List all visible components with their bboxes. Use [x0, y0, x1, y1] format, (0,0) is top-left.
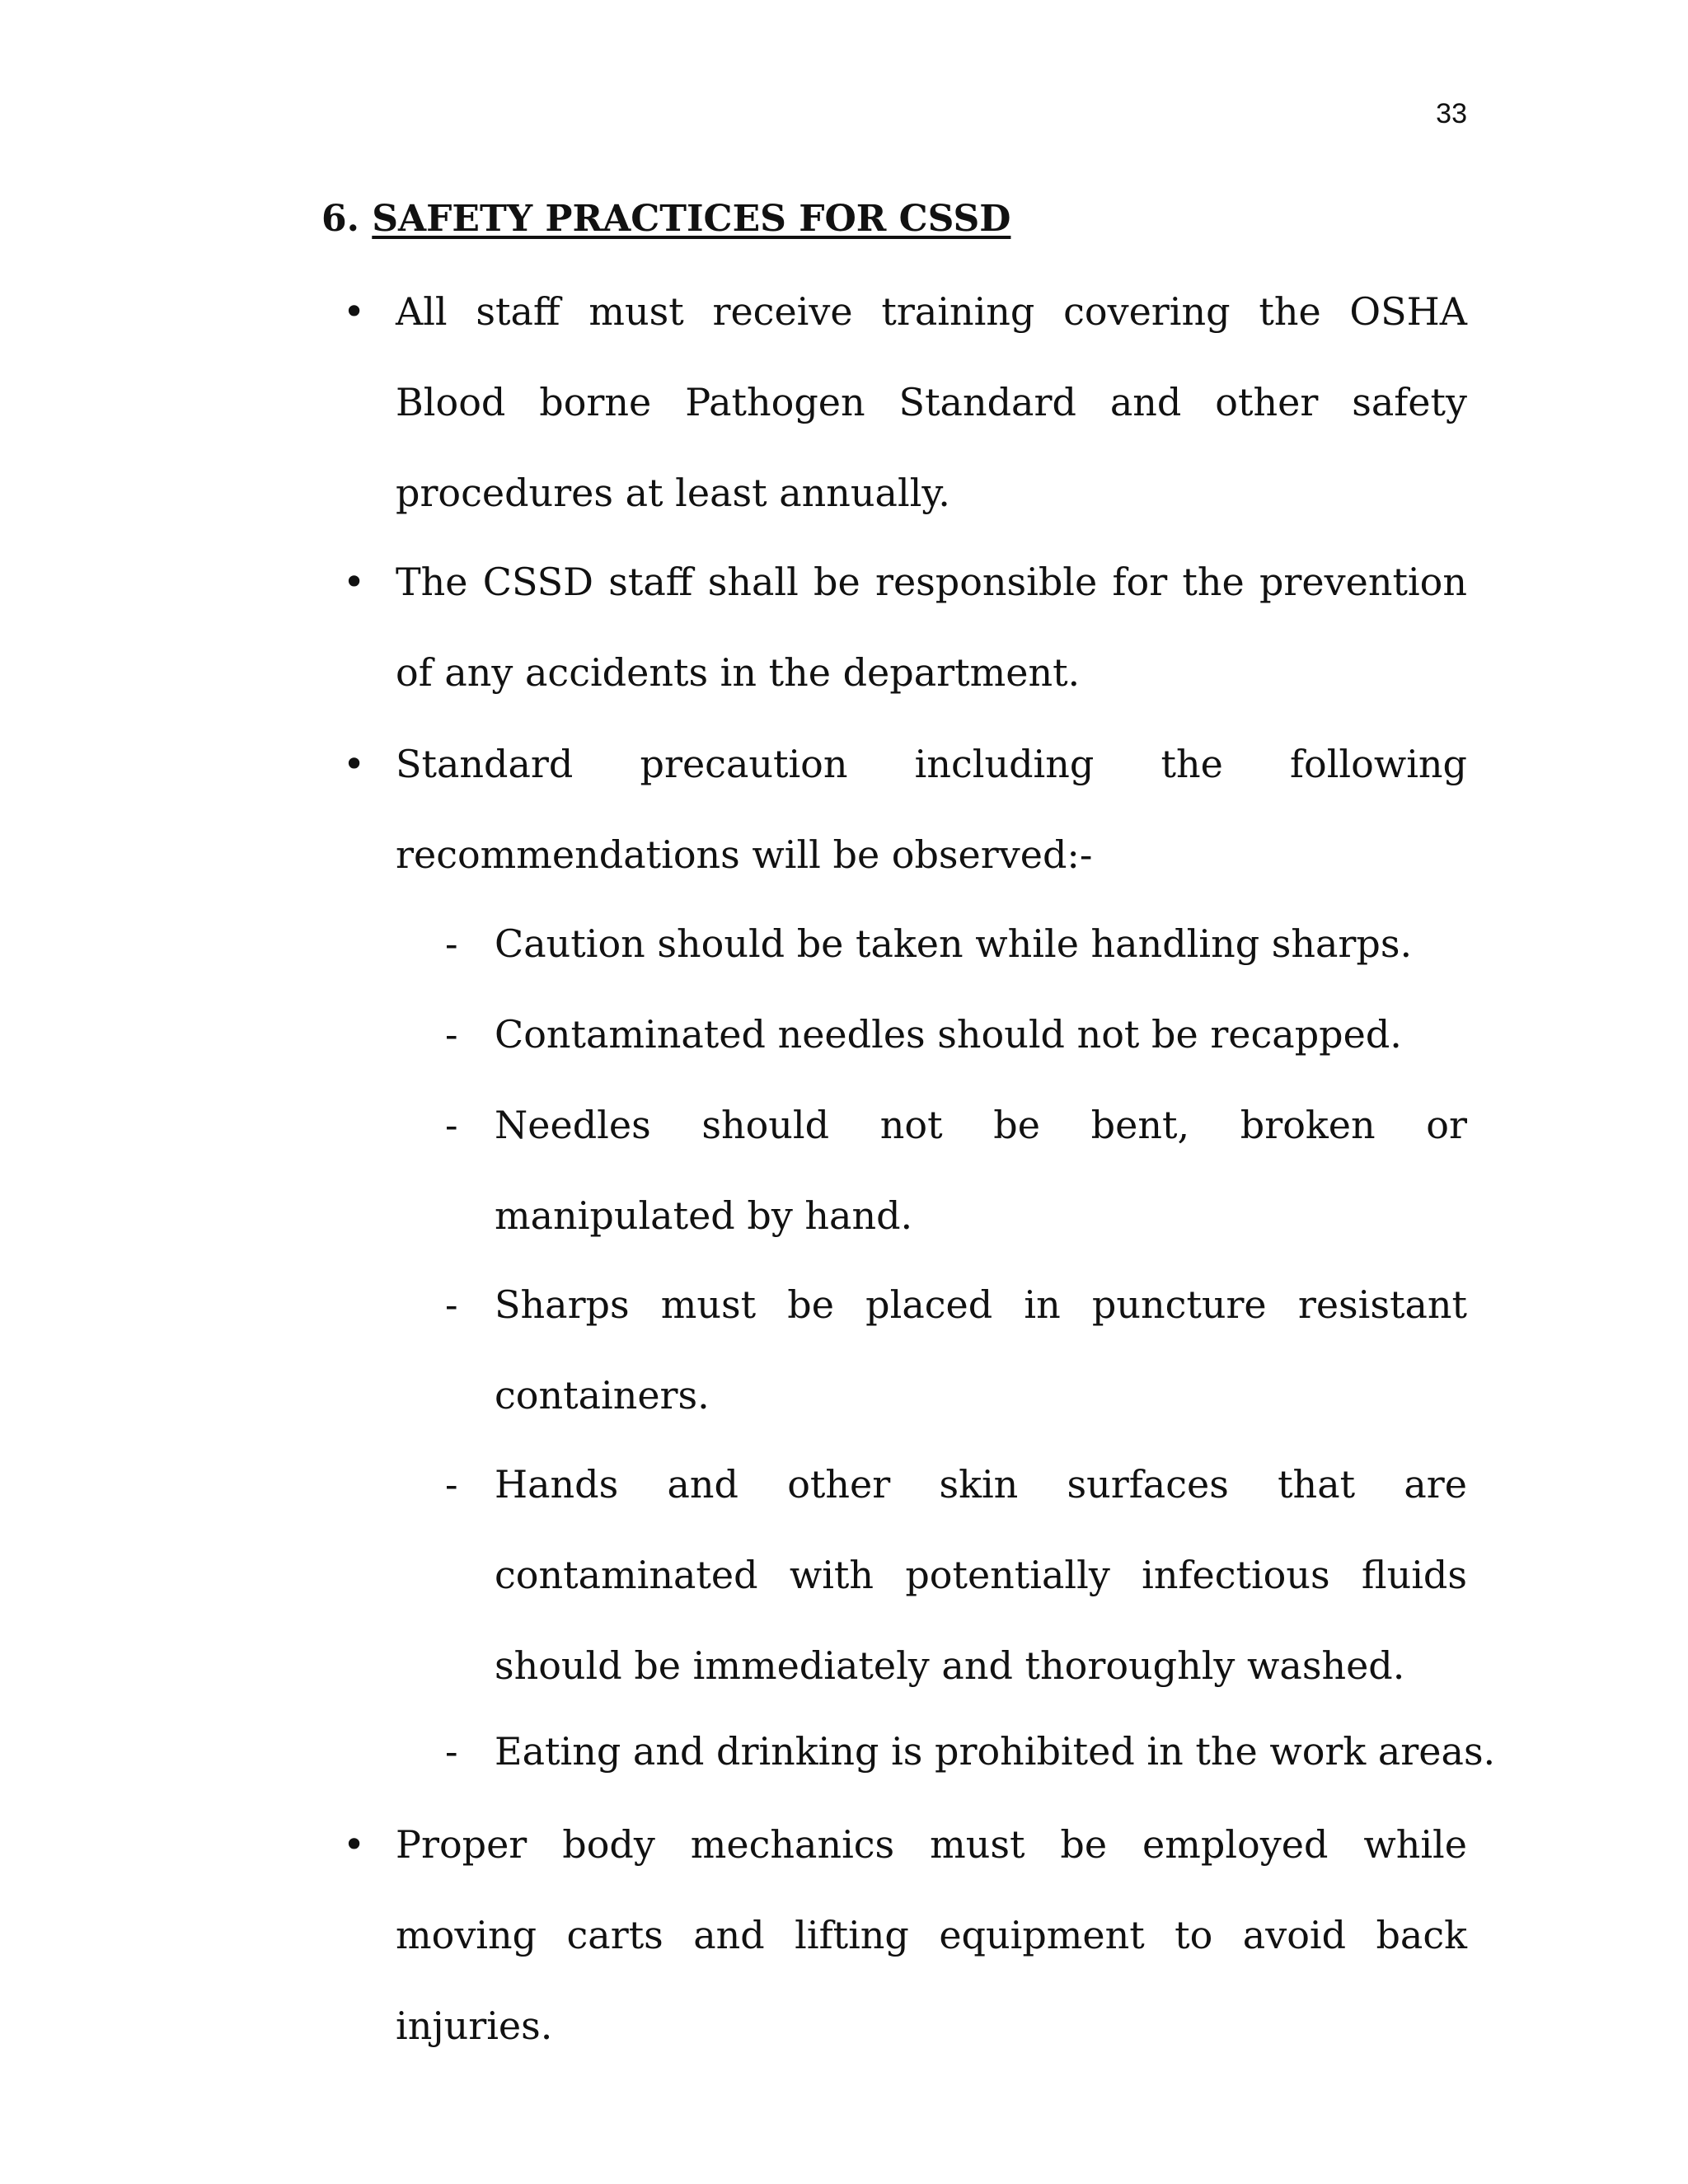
- bullet-marker: •: [343, 1822, 366, 1867]
- sub-item-sharps-caution: Caution should be taken while handling sharps.: [495, 921, 1413, 966]
- sub-item-needles-bent: Needles should not be bent, broken or manipulated by hand.: [495, 1103, 1467, 1238]
- bullet-marker: •: [343, 560, 366, 604]
- dash-marker: -: [445, 1282, 458, 1327]
- dash-marker: -: [445, 1012, 458, 1057]
- dash-marker: -: [445, 921, 458, 966]
- bullet-item-accident-prevention: The CSSD staff shall be responsible for the prevention of any accidents in the department.: [396, 560, 1467, 695]
- page-number: 33: [1436, 98, 1467, 129]
- sub-item-needles-recapped: Contaminated needles should not be recapped.: [495, 1012, 1402, 1057]
- section-title: SAFETY PRACTICES FOR CSSD: [372, 198, 1011, 240]
- dash-marker: -: [445, 1103, 458, 1147]
- dash-marker: -: [445, 1729, 458, 1774]
- dash-marker: -: [445, 1462, 458, 1507]
- sub-item-eating-drinking: Eating and drinking is prohibited in the work areas.: [495, 1729, 1496, 1774]
- section-number: 6.: [321, 198, 359, 240]
- sub-item-hands-washed: Hands and other skin surfaces that are contaminated with potentially infectious fluids should be immediately and thoroughly washed.: [495, 1462, 1467, 1688]
- bullet-marker: •: [343, 289, 366, 334]
- bullet-marker: •: [343, 742, 366, 786]
- bullet-item-standard-precaution: Standard precaution including the following recommendations will be observed:-: [396, 742, 1467, 877]
- bullet-item-body-mechanics: Proper body mechanics must be employed while moving carts and lifting equipment to avoid back injuries.: [396, 1822, 1467, 2048]
- section-heading: [321, 196, 1010, 242]
- sub-item-sharps-containers: Sharps must be placed in puncture resistant containers.: [495, 1282, 1467, 1418]
- bullet-item-training: All staff must receive training covering the OSHA Blood borne Pathogen Standard and other safety procedures at least annually.: [396, 289, 1467, 515]
